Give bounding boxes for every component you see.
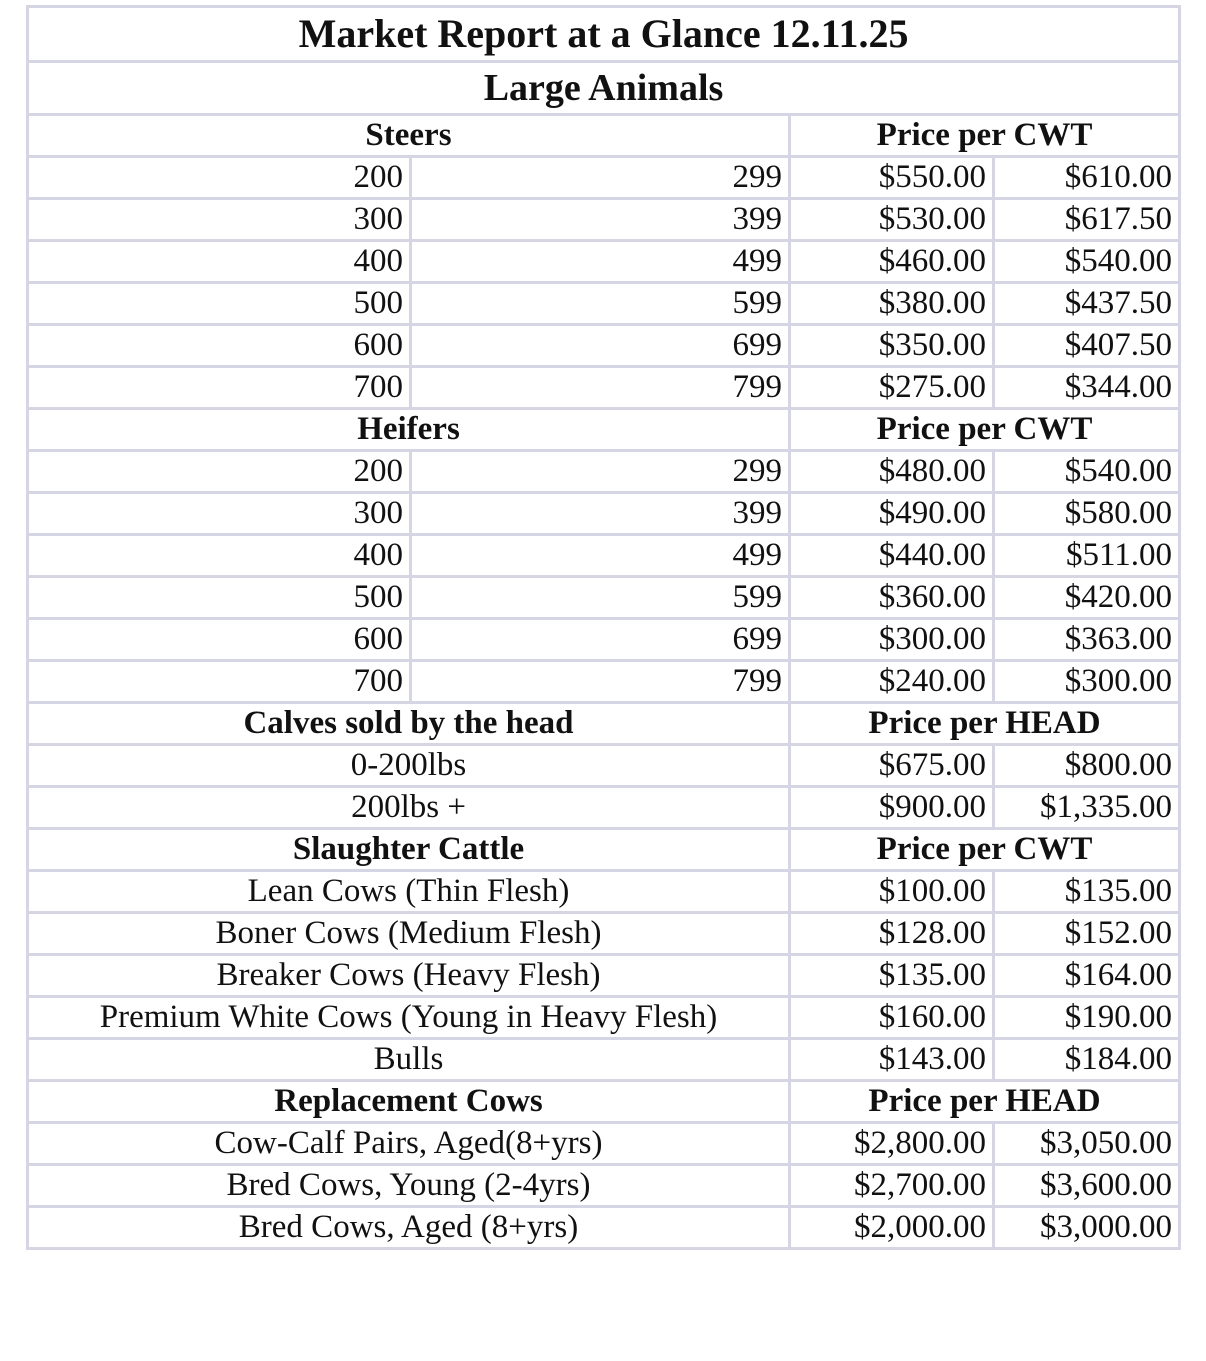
price-header: Price per HEAD xyxy=(790,703,1180,745)
price-high: $540.00 xyxy=(994,451,1180,493)
table-row xyxy=(28,1165,1180,1207)
table-row xyxy=(28,1207,1180,1249)
table-row xyxy=(28,997,1180,1039)
weight-from: 700 xyxy=(28,661,411,703)
table-row xyxy=(28,157,1180,199)
table-row xyxy=(28,1123,1180,1165)
price-high: $344.00 xyxy=(994,367,1180,409)
table-row xyxy=(28,871,1180,913)
weight-to: 599 xyxy=(411,577,790,619)
price-header: Price per CWT xyxy=(790,409,1180,451)
table-row xyxy=(28,913,1180,955)
weight-to: 499 xyxy=(411,535,790,577)
table-row xyxy=(28,241,1180,283)
weight-from: 400 xyxy=(28,535,411,577)
section-header-row xyxy=(28,829,1180,871)
section-header-row xyxy=(28,115,1180,157)
title-row xyxy=(28,7,1180,62)
weight-from: 400 xyxy=(28,241,411,283)
weight-to: 499 xyxy=(411,241,790,283)
price-high: $580.00 xyxy=(994,493,1180,535)
price-header: Price per HEAD xyxy=(790,1081,1180,1123)
price-low: $550.00 xyxy=(790,157,994,199)
row-label: Breaker Cows (Heavy Flesh) xyxy=(28,955,790,997)
table-row xyxy=(28,577,1180,619)
price-high: $420.00 xyxy=(994,577,1180,619)
price-low: $2,700.00 xyxy=(790,1165,994,1207)
price-high: $363.00 xyxy=(994,619,1180,661)
weight-to: 299 xyxy=(411,451,790,493)
section-heading: Slaughter Cattle xyxy=(28,829,790,871)
price-high: $3,050.00 xyxy=(994,1123,1180,1165)
subtitle-row xyxy=(28,62,1180,115)
price-low: $135.00 xyxy=(790,955,994,997)
weight-from: 500 xyxy=(28,283,411,325)
price-high: $164.00 xyxy=(994,955,1180,997)
section-heading: Calves sold by the head xyxy=(28,703,790,745)
price-header: Price per CWT xyxy=(790,115,1180,157)
weight-from: 700 xyxy=(28,367,411,409)
price-high: $1,335.00 xyxy=(994,787,1180,829)
row-label: Bred Cows, Young (2-4yrs) xyxy=(28,1165,790,1207)
weight-from: 600 xyxy=(28,619,411,661)
weight-from: 300 xyxy=(28,493,411,535)
table-row xyxy=(28,745,1180,787)
weight-to: 699 xyxy=(411,325,790,367)
price-high: $617.50 xyxy=(994,199,1180,241)
price-low: $2,000.00 xyxy=(790,1207,994,1249)
table-row xyxy=(28,283,1180,325)
price-low: $490.00 xyxy=(790,493,994,535)
price-low: $480.00 xyxy=(790,451,994,493)
weight-from: 200 xyxy=(28,451,411,493)
price-high: $3,600.00 xyxy=(994,1165,1180,1207)
price-high: $300.00 xyxy=(994,661,1180,703)
section-header-row xyxy=(28,409,1180,451)
price-high: $184.00 xyxy=(994,1039,1180,1081)
price-low: $275.00 xyxy=(790,367,994,409)
table-row xyxy=(28,199,1180,241)
weight-to: 399 xyxy=(411,493,790,535)
weight-from: 600 xyxy=(28,325,411,367)
price-low: $675.00 xyxy=(790,745,994,787)
table-row xyxy=(28,367,1180,409)
report-subtitle: Large Animals xyxy=(28,62,1180,115)
price-low: $160.00 xyxy=(790,997,994,1039)
price-header: Price per CWT xyxy=(790,829,1180,871)
weight-to: 799 xyxy=(411,367,790,409)
row-label: 0-200lbs xyxy=(28,745,790,787)
report-title: Market Report at a Glance 12.11.25 xyxy=(28,7,1180,62)
price-low: $350.00 xyxy=(790,325,994,367)
price-low: $460.00 xyxy=(790,241,994,283)
row-label: Cow-Calf Pairs, Aged(8+yrs) xyxy=(28,1123,790,1165)
price-high: $135.00 xyxy=(994,871,1180,913)
price-high: $610.00 xyxy=(994,157,1180,199)
price-low: $360.00 xyxy=(790,577,994,619)
price-low: $2,800.00 xyxy=(790,1123,994,1165)
price-high: $800.00 xyxy=(994,745,1180,787)
price-high: $152.00 xyxy=(994,913,1180,955)
table-row xyxy=(28,787,1180,829)
row-label: Premium White Cows (Young in Heavy Flesh) xyxy=(28,997,790,1039)
price-low: $900.00 xyxy=(790,787,994,829)
table-row xyxy=(28,325,1180,367)
section-header-row xyxy=(28,1081,1180,1123)
price-low: $440.00 xyxy=(790,535,994,577)
price-high: $407.50 xyxy=(994,325,1180,367)
table-row xyxy=(28,1039,1180,1081)
weight-from: 500 xyxy=(28,577,411,619)
section-heading: Replacement Cows xyxy=(28,1081,790,1123)
table-row xyxy=(28,493,1180,535)
weight-to: 599 xyxy=(411,283,790,325)
price-high: $511.00 xyxy=(994,535,1180,577)
weight-to: 799 xyxy=(411,661,790,703)
weight-to: 399 xyxy=(411,199,790,241)
price-low: $100.00 xyxy=(790,871,994,913)
price-high: $437.50 xyxy=(994,283,1180,325)
row-label: 200lbs + xyxy=(28,787,790,829)
weight-to: 299 xyxy=(411,157,790,199)
table-row xyxy=(28,955,1180,997)
row-label: Bred Cows, Aged (8+yrs) xyxy=(28,1207,790,1249)
price-low: $143.00 xyxy=(790,1039,994,1081)
price-low: $530.00 xyxy=(790,199,994,241)
price-low: $128.00 xyxy=(790,913,994,955)
row-label: Bulls xyxy=(28,1039,790,1081)
price-low: $300.00 xyxy=(790,619,994,661)
section-heading: Steers xyxy=(28,115,790,157)
report-body xyxy=(28,115,1180,1249)
table-row xyxy=(28,619,1180,661)
weight-from: 300 xyxy=(28,199,411,241)
price-low: $240.00 xyxy=(790,661,994,703)
price-low: $380.00 xyxy=(790,283,994,325)
table-row xyxy=(28,535,1180,577)
section-header-row xyxy=(28,703,1180,745)
row-label: Boner Cows (Medium Flesh) xyxy=(28,913,790,955)
price-high: $3,000.00 xyxy=(994,1207,1180,1249)
market-report-table xyxy=(26,5,1181,1250)
table-row xyxy=(28,661,1180,703)
table-row xyxy=(28,451,1180,493)
price-high: $190.00 xyxy=(994,997,1180,1039)
section-heading: Heifers xyxy=(28,409,790,451)
row-label: Lean Cows (Thin Flesh) xyxy=(28,871,790,913)
weight-from: 200 xyxy=(28,157,411,199)
price-high: $540.00 xyxy=(994,241,1180,283)
weight-to: 699 xyxy=(411,619,790,661)
